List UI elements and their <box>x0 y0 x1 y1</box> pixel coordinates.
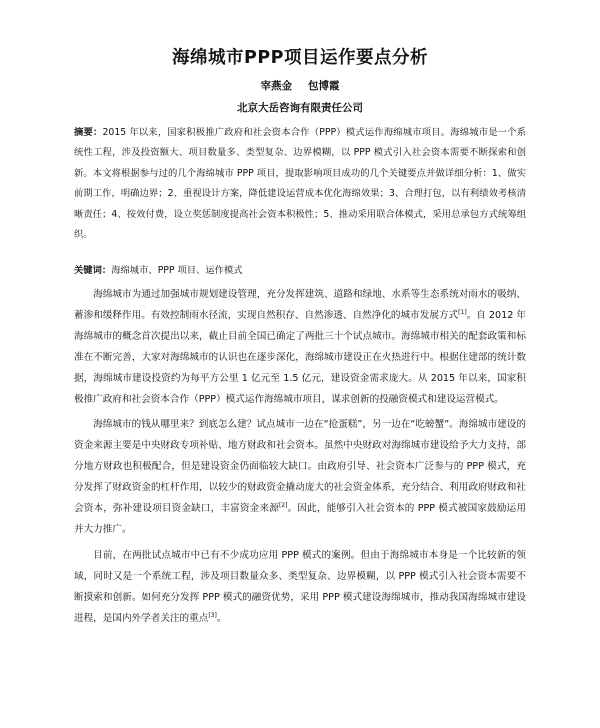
paragraph <box>74 546 526 630</box>
paragraph <box>74 285 526 410</box>
citation-ref: [3] <box>208 611 217 619</box>
abstract-text: 2015 年以来，国家积极推广政府和社会资本合作（PPP）模式运作海绵城市项目。海绵城市是一个系统性工程，涉及投资额大、项目数量多、类型复杂、边界模糊，以 PPP 模式引入社会资本需要不断探索和创新。本文将根据参与过的几个海绵城市 PPP 项目，提取影响项目成功的几个关键要点并做详细分析：1、做实前期工作，明确边界；2、重视设计方案，降低建设运营成本优化海绵效果；3、合理打包，以有利绩效考核清晰责任；4、按效付费，设立奖惩制度提高社会资本积极性；5、推动采用联合体模式，采用总承包方式统筹组织。 <box>74 127 526 241</box>
author-name: 包博霞 <box>308 80 340 92</box>
citation-ref: [1] <box>458 308 467 316</box>
paragraph-text: 海绵城市的钱从哪里来？到底怎么建？试点城市一边在“抢蛋糕”，另一边在“吃螃蟹”。海绵城市建设的资金来源主要是中央财政专项补贴、地方财政和社会资本。虽然中央财政对海绵城市建设给予大力支持，部分地方财政也积极配合，但是建设资金仍面临较大缺口。由政府引导、社会资本广泛参与的 PPP 模式，充分发挥了财政资金的杠杆作用，以较少的财政资金撬动庞大的社会资金体系，充分结合、利用政府财政和社会资本，弥补建设项目资金缺口，丰富资金来源 <box>74 419 526 515</box>
author-name: 宰燕金 <box>260 80 292 92</box>
keywords-text: 海绵城市、PPP 项目、运作模式 <box>111 265 243 276</box>
paragraph-text: 。因此，能够引入社会资本的 PPP 模式被国家鼓励运用并大力推广。 <box>74 503 526 535</box>
paragraph-text: 海绵城市为通过加强城市规划建设管理，充分发挥建筑、道路和绿地、水系等生态系统对雨水的吸纳、蓄渗和缓释作用。有效控制雨水径流，实现自然积存、自然渗透、自然净化的城市发展方式 <box>74 289 526 321</box>
paragraph-text: 目前，在两批试点城市中已有不少成功应用 PPP 模式的案例。但由于海绵城市本身是一个比较新的领域，同时又是一个系统工程，涉及项目数量众多、类型复杂、边界模糊，以 PPP 模式引入社会资本需要不断摸索和创新。如何充分发挥 PPP 模式的融资优势，采用 PPP 模式建设海绵城市，推动我国海绵城市建设进程，是国内外学者关注的重点 <box>74 549 526 624</box>
citation-ref: [2] <box>278 501 288 509</box>
paragraph-text: 。自 2012 年海绵城市的概念首次提出以来，截止目前全国已确定了两批三十个试点城市。海绵城市相关的配套政策和标准在不断完善，大家对海绵城市的认识也在逐步深化，海绵城市建设正在火热进行中。根据住建部的统计数据，海绵城市建设投资约为每平方公里 1 亿元至 1.5 亿元，建设资金需求庞大。从 2015 年以来，国家积极推广政府和社会资本合作（PPP）模式运作海绵城市项目，谋求创新的投融资模式和建设运营模式。 <box>74 309 527 405</box>
paragraph-text: 。 <box>216 612 227 624</box>
abstract-label: 摘要： <box>74 127 103 138</box>
abstract <box>74 123 526 245</box>
affiliation: 北京大岳咨询有限责任公司 <box>237 102 363 114</box>
paragraph <box>74 415 526 540</box>
paper-title: 海绵城市PPP项目运作要点分析 <box>172 48 428 68</box>
author-list <box>0 78 600 93</box>
keywords <box>74 261 526 281</box>
body-text <box>74 285 526 635</box>
keywords-label: 关键词： <box>74 265 112 276</box>
